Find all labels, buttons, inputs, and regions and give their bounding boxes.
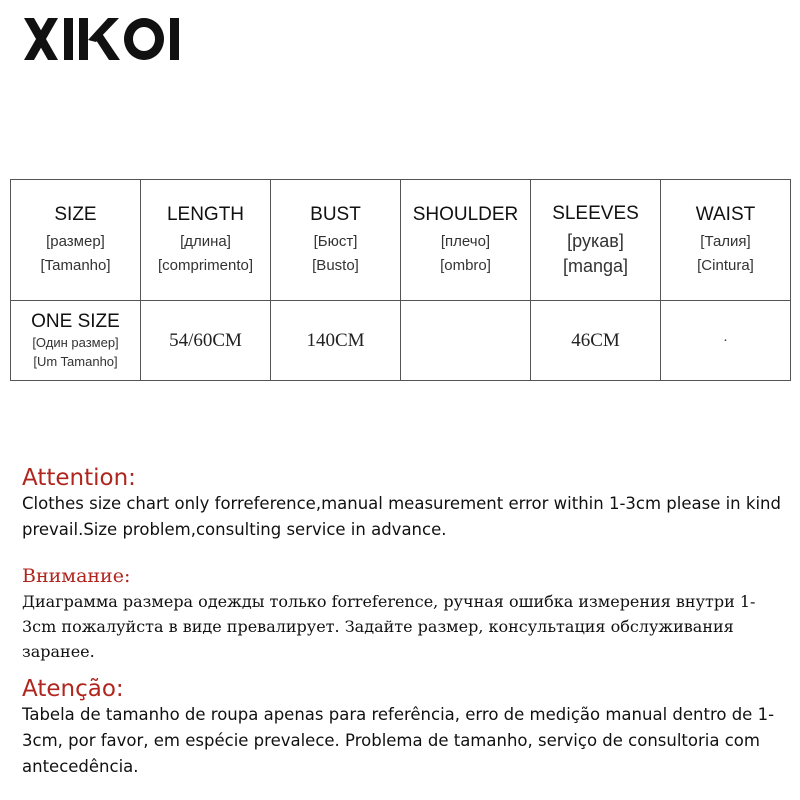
header-waist: WAIST [Талия] [Cintura] bbox=[661, 180, 791, 301]
cell-bust: 140CM bbox=[271, 301, 401, 381]
cell-sleeves: 46CM bbox=[531, 301, 661, 381]
attention-text: Tabela de tamanho de roupa apenas para referência, erro de medição manual dentro de 1-3cm, por favor, em espécie prevalece. Problema de tamanho, serviço de consultoria com antecedência. bbox=[22, 705, 775, 776]
header-shoulder: SHOULDER [плечо] [ombro] bbox=[401, 180, 531, 301]
size-chart-table bbox=[10, 179, 791, 381]
header-sleeves: SLEEVES [рукав] [manga] bbox=[531, 180, 661, 301]
attention-title: Atenção: bbox=[22, 676, 124, 702]
header-length: LENGTH [длина] [comprimento] bbox=[141, 180, 271, 301]
attention-note-english bbox=[22, 465, 782, 543]
brand-logo bbox=[22, 14, 182, 64]
attention-title: Внимание: bbox=[22, 565, 131, 587]
attention-text: Clothes size chart only forreference,manual measurement error within 1-3cm please in kind prevail.Size problem,consulting service in advance. bbox=[22, 494, 781, 539]
header-bust: BUST [Бюст] [Busto] bbox=[271, 180, 401, 301]
cell-length: 54/60CM bbox=[141, 301, 271, 381]
attention-note-portuguese bbox=[22, 676, 782, 780]
cell-shoulder bbox=[401, 301, 531, 381]
header-size: SIZE [размер] [Tamanho] bbox=[11, 180, 141, 301]
cell-size: ONE SIZE [Один размер] [Um Tamanho] bbox=[11, 301, 141, 381]
attention-text: Диаграмма размера одежды только forreference, ручная ошибка измерения внутри 1-3cm пожалуйста в виде превалирует. Задайте размер, консультация обслуживания заранее. bbox=[22, 592, 756, 661]
cell-waist: · bbox=[661, 301, 791, 381]
attention-title: Attention: bbox=[22, 465, 136, 491]
table-row bbox=[11, 301, 791, 381]
attention-note-russian bbox=[22, 563, 782, 664]
table-header-row bbox=[11, 180, 791, 301]
